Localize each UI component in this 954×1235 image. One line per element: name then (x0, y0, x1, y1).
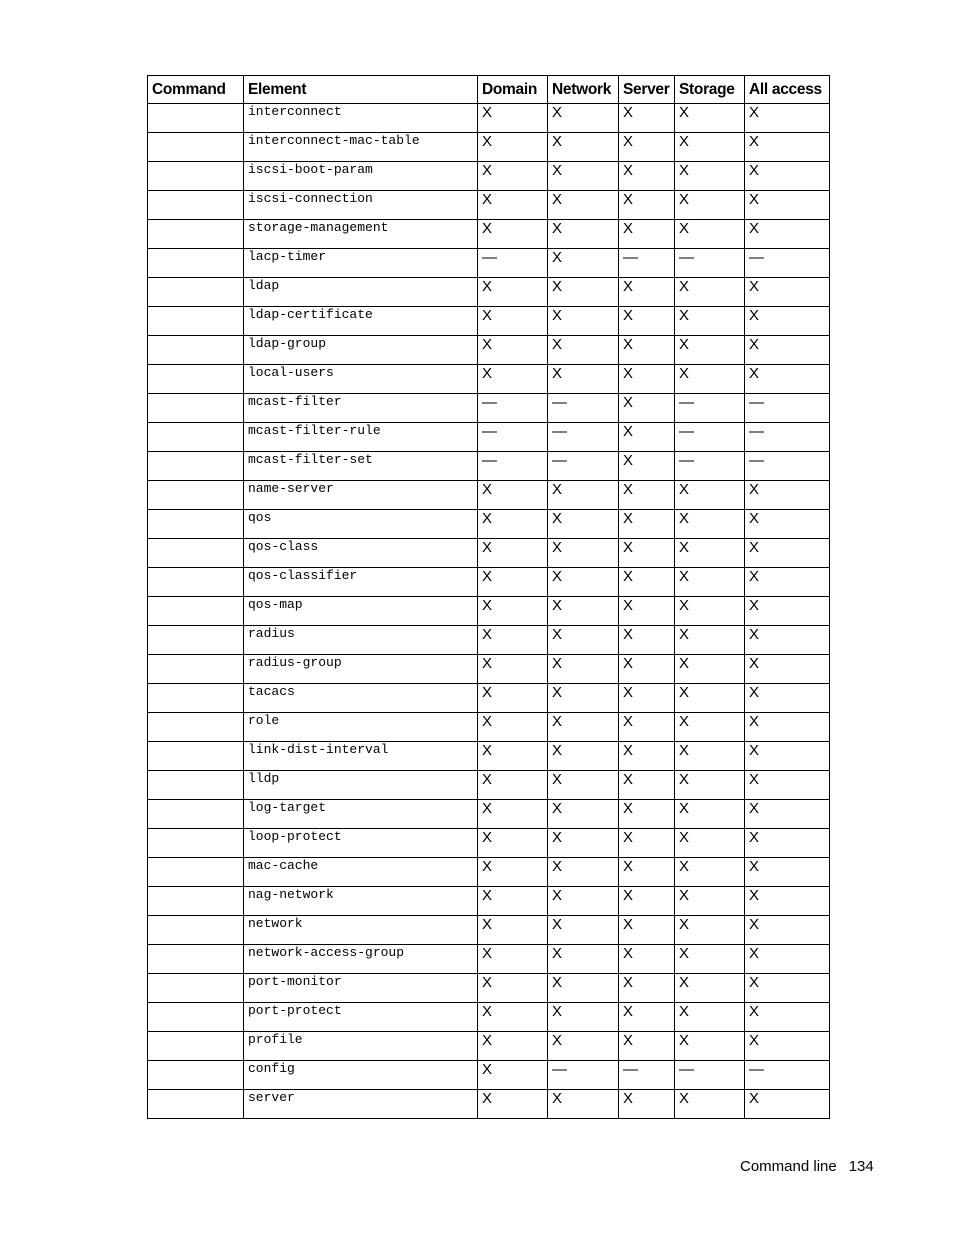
network-permission-cell: — (548, 1061, 619, 1090)
server-permission-cell: X (619, 133, 675, 162)
network-permission-cell: — (548, 394, 619, 423)
domain-permission-cell: X (478, 133, 548, 162)
table-row (148, 481, 830, 510)
server-permission-cell: X (619, 336, 675, 365)
table-row (148, 1090, 830, 1119)
element-cell: mcast-filter-set (244, 452, 478, 481)
table-row (148, 597, 830, 626)
all-access-permission-cell: X (745, 278, 830, 307)
all-access-permission-cell: X (745, 568, 830, 597)
command-cell (148, 1003, 244, 1032)
element-cell: tacacs (244, 684, 478, 713)
server-permission-cell: X (619, 742, 675, 771)
element-cell: qos-class (244, 539, 478, 568)
storage-permission-cell: X (675, 800, 745, 829)
element-cell: iscsi-boot-param (244, 162, 478, 191)
page-number: 134 (848, 1158, 874, 1175)
table-row (148, 162, 830, 191)
domain-permission-cell: X (478, 829, 548, 858)
network-permission-cell: X (548, 1003, 619, 1032)
command-cell (148, 191, 244, 220)
storage-permission-cell: X (675, 510, 745, 539)
all-access-permission-cell: X (745, 771, 830, 800)
domain-permission-cell: X (478, 800, 548, 829)
network-permission-cell: X (548, 539, 619, 568)
domain-permission-cell: X (478, 539, 548, 568)
all-access-permission-cell: X (745, 133, 830, 162)
element-cell: local-users (244, 365, 478, 394)
table-row (148, 800, 830, 829)
table-row (148, 1032, 830, 1061)
domain-permission-cell: X (478, 1032, 548, 1061)
command-cell (148, 336, 244, 365)
server-permission-cell: X (619, 887, 675, 916)
header-server: Server (619, 76, 675, 104)
element-cell: role (244, 713, 478, 742)
element-cell: network-access-group (244, 945, 478, 974)
command-cell (148, 162, 244, 191)
command-cell (148, 249, 244, 278)
storage-permission-cell: X (675, 162, 745, 191)
network-permission-cell: X (548, 1090, 619, 1119)
table-row (148, 974, 830, 1003)
table-row (148, 858, 830, 887)
storage-permission-cell: X (675, 1003, 745, 1032)
element-cell: iscsi-connection (244, 191, 478, 220)
storage-permission-cell: — (675, 1061, 745, 1090)
storage-permission-cell: X (675, 278, 745, 307)
network-permission-cell: X (548, 220, 619, 249)
all-access-permission-cell: X (745, 916, 830, 945)
command-cell (148, 394, 244, 423)
storage-permission-cell: X (675, 887, 745, 916)
network-permission-cell: X (548, 191, 619, 220)
domain-permission-cell: X (478, 655, 548, 684)
table-row (148, 1003, 830, 1032)
domain-permission-cell: — (478, 452, 548, 481)
domain-permission-cell: X (478, 684, 548, 713)
storage-permission-cell: X (675, 974, 745, 1003)
footer-section-title: Command line (740, 1158, 837, 1175)
server-permission-cell: X (619, 220, 675, 249)
command-cell (148, 887, 244, 916)
element-cell: name-server (244, 481, 478, 510)
element-cell: ldap (244, 278, 478, 307)
domain-permission-cell: X (478, 771, 548, 800)
table-row (148, 916, 830, 945)
permissions-table (147, 75, 830, 1119)
command-cell (148, 104, 244, 133)
domain-permission-cell: X (478, 162, 548, 191)
command-cell (148, 1061, 244, 1090)
command-cell (148, 829, 244, 858)
table-body (148, 104, 830, 1119)
table-row (148, 510, 830, 539)
all-access-permission-cell: X (745, 597, 830, 626)
element-cell: mac-cache (244, 858, 478, 887)
element-cell: lacp-timer (244, 249, 478, 278)
command-cell (148, 452, 244, 481)
element-cell: network (244, 916, 478, 945)
server-permission-cell: X (619, 394, 675, 423)
domain-permission-cell: X (478, 365, 548, 394)
table-row (148, 568, 830, 597)
all-access-permission-cell: X (745, 481, 830, 510)
header-network: Network (548, 76, 619, 104)
element-cell: nag-network (244, 887, 478, 916)
all-access-permission-cell: X (745, 974, 830, 1003)
table-header-row (148, 76, 830, 104)
command-cell (148, 133, 244, 162)
storage-permission-cell: X (675, 713, 745, 742)
server-permission-cell: X (619, 626, 675, 655)
storage-permission-cell: X (675, 945, 745, 974)
command-cell (148, 684, 244, 713)
command-cell (148, 1090, 244, 1119)
command-cell (148, 945, 244, 974)
network-permission-cell: X (548, 336, 619, 365)
domain-permission-cell: X (478, 887, 548, 916)
server-permission-cell: X (619, 104, 675, 133)
network-permission-cell: X (548, 133, 619, 162)
domain-permission-cell: X (478, 1003, 548, 1032)
server-permission-cell: X (619, 278, 675, 307)
command-cell (148, 307, 244, 336)
server-permission-cell: X (619, 423, 675, 452)
network-permission-cell: — (548, 452, 619, 481)
domain-permission-cell: X (478, 220, 548, 249)
element-cell: qos-classifier (244, 568, 478, 597)
domain-permission-cell: X (478, 858, 548, 887)
table-row (148, 249, 830, 278)
command-cell (148, 713, 244, 742)
element-cell: radius (244, 626, 478, 655)
element-cell: loop-protect (244, 829, 478, 858)
command-cell (148, 597, 244, 626)
server-permission-cell: X (619, 510, 675, 539)
storage-permission-cell: X (675, 655, 745, 684)
storage-permission-cell: X (675, 191, 745, 220)
server-permission-cell: X (619, 945, 675, 974)
table-row (148, 278, 830, 307)
command-cell (148, 510, 244, 539)
all-access-permission-cell: X (745, 307, 830, 336)
domain-permission-cell: X (478, 307, 548, 336)
storage-permission-cell: X (675, 829, 745, 858)
domain-permission-cell: — (478, 394, 548, 423)
all-access-permission-cell: X (745, 539, 830, 568)
table-row (148, 713, 830, 742)
element-cell: storage-management (244, 220, 478, 249)
all-access-permission-cell: X (745, 104, 830, 133)
network-permission-cell: X (548, 162, 619, 191)
storage-permission-cell: X (675, 858, 745, 887)
server-permission-cell: X (619, 1090, 675, 1119)
command-cell (148, 626, 244, 655)
network-permission-cell: X (548, 1032, 619, 1061)
all-access-permission-cell: X (745, 626, 830, 655)
network-permission-cell: X (548, 887, 619, 916)
domain-permission-cell: X (478, 278, 548, 307)
network-permission-cell: X (548, 510, 619, 539)
all-access-permission-cell: X (745, 510, 830, 539)
network-permission-cell: X (548, 684, 619, 713)
element-cell: port-protect (244, 1003, 478, 1032)
table-row (148, 423, 830, 452)
storage-permission-cell: X (675, 916, 745, 945)
command-cell (148, 481, 244, 510)
all-access-permission-cell: X (745, 162, 830, 191)
storage-permission-cell: X (675, 481, 745, 510)
element-cell: server (244, 1090, 478, 1119)
storage-permission-cell: X (675, 539, 745, 568)
server-permission-cell: X (619, 365, 675, 394)
element-cell: interconnect-mac-table (244, 133, 478, 162)
all-access-permission-cell: X (745, 191, 830, 220)
storage-permission-cell: X (675, 568, 745, 597)
server-permission-cell: X (619, 655, 675, 684)
domain-permission-cell: — (478, 249, 548, 278)
table-row (148, 307, 830, 336)
all-access-permission-cell: X (745, 829, 830, 858)
network-permission-cell: X (548, 278, 619, 307)
domain-permission-cell: X (478, 916, 548, 945)
storage-permission-cell: X (675, 307, 745, 336)
server-permission-cell: X (619, 162, 675, 191)
element-cell: log-target (244, 800, 478, 829)
server-permission-cell: — (619, 1061, 675, 1090)
all-access-permission-cell: X (745, 336, 830, 365)
table-row (148, 220, 830, 249)
all-access-permission-cell: X (745, 1032, 830, 1061)
network-permission-cell: X (548, 249, 619, 278)
element-cell: port-monitor (244, 974, 478, 1003)
table-row (148, 887, 830, 916)
server-permission-cell: X (619, 974, 675, 1003)
network-permission-cell: X (548, 945, 619, 974)
table-row (148, 829, 830, 858)
command-cell (148, 916, 244, 945)
all-access-permission-cell: X (745, 1003, 830, 1032)
all-access-permission-cell: X (745, 220, 830, 249)
storage-permission-cell: X (675, 742, 745, 771)
storage-permission-cell: — (675, 423, 745, 452)
command-cell (148, 423, 244, 452)
storage-permission-cell: — (675, 452, 745, 481)
network-permission-cell: X (548, 974, 619, 1003)
domain-permission-cell: X (478, 510, 548, 539)
network-permission-cell: — (548, 423, 619, 452)
domain-permission-cell: X (478, 945, 548, 974)
all-access-permission-cell: X (745, 684, 830, 713)
network-permission-cell: X (548, 597, 619, 626)
domain-permission-cell: X (478, 1061, 548, 1090)
server-permission-cell: X (619, 771, 675, 800)
page-footer (740, 1158, 874, 1175)
command-cell (148, 742, 244, 771)
table-row (148, 336, 830, 365)
server-permission-cell: X (619, 568, 675, 597)
command-cell (148, 800, 244, 829)
element-cell: lldp (244, 771, 478, 800)
all-access-permission-cell: — (745, 394, 830, 423)
element-cell: ldap-certificate (244, 307, 478, 336)
network-permission-cell: X (548, 626, 619, 655)
header-command: Command (148, 76, 244, 104)
table-row (148, 452, 830, 481)
table-row (148, 684, 830, 713)
server-permission-cell: X (619, 307, 675, 336)
network-permission-cell: X (548, 713, 619, 742)
storage-permission-cell: X (675, 597, 745, 626)
element-cell: radius-group (244, 655, 478, 684)
command-cell (148, 771, 244, 800)
domain-permission-cell: X (478, 568, 548, 597)
server-permission-cell: X (619, 597, 675, 626)
storage-permission-cell: — (675, 394, 745, 423)
server-permission-cell: X (619, 1003, 675, 1032)
element-cell: ldap-group (244, 336, 478, 365)
command-cell (148, 365, 244, 394)
storage-permission-cell: X (675, 220, 745, 249)
network-permission-cell: X (548, 829, 619, 858)
network-permission-cell: X (548, 655, 619, 684)
element-cell: profile (244, 1032, 478, 1061)
command-cell (148, 858, 244, 887)
domain-permission-cell: X (478, 713, 548, 742)
domain-permission-cell: X (478, 481, 548, 510)
storage-permission-cell: X (675, 684, 745, 713)
header-storage: Storage (675, 76, 745, 104)
domain-permission-cell: X (478, 974, 548, 1003)
element-cell: mcast-filter-rule (244, 423, 478, 452)
server-permission-cell: X (619, 916, 675, 945)
network-permission-cell: X (548, 858, 619, 887)
server-permission-cell: X (619, 800, 675, 829)
all-access-permission-cell: X (745, 655, 830, 684)
all-access-permission-cell: X (745, 713, 830, 742)
table-row (148, 945, 830, 974)
network-permission-cell: X (548, 800, 619, 829)
command-cell (148, 655, 244, 684)
server-permission-cell: X (619, 191, 675, 220)
network-permission-cell: X (548, 568, 619, 597)
all-access-permission-cell: X (745, 945, 830, 974)
header-element: Element (244, 76, 478, 104)
server-permission-cell: X (619, 684, 675, 713)
server-permission-cell: X (619, 713, 675, 742)
network-permission-cell: X (548, 771, 619, 800)
storage-permission-cell: — (675, 249, 745, 278)
storage-permission-cell: X (675, 133, 745, 162)
all-access-permission-cell: X (745, 800, 830, 829)
storage-permission-cell: X (675, 771, 745, 800)
table-row (148, 539, 830, 568)
all-access-permission-cell: — (745, 249, 830, 278)
element-cell: config (244, 1061, 478, 1090)
server-permission-cell: X (619, 829, 675, 858)
command-cell (148, 278, 244, 307)
domain-permission-cell: X (478, 742, 548, 771)
header-domain: Domain (478, 76, 548, 104)
storage-permission-cell: X (675, 365, 745, 394)
element-cell: qos (244, 510, 478, 539)
table-row (148, 365, 830, 394)
network-permission-cell: X (548, 742, 619, 771)
table-row (148, 191, 830, 220)
all-access-permission-cell: — (745, 1061, 830, 1090)
server-permission-cell: X (619, 858, 675, 887)
command-cell (148, 1032, 244, 1061)
storage-permission-cell: X (675, 1090, 745, 1119)
server-permission-cell: X (619, 481, 675, 510)
domain-permission-cell: X (478, 191, 548, 220)
domain-permission-cell: X (478, 336, 548, 365)
server-permission-cell: — (619, 249, 675, 278)
all-access-permission-cell: X (745, 365, 830, 394)
command-cell (148, 539, 244, 568)
element-cell: mcast-filter (244, 394, 478, 423)
command-cell (148, 974, 244, 1003)
storage-permission-cell: X (675, 104, 745, 133)
table-row (148, 626, 830, 655)
domain-permission-cell: X (478, 597, 548, 626)
network-permission-cell: X (548, 365, 619, 394)
storage-permission-cell: X (675, 626, 745, 655)
all-access-permission-cell: — (745, 423, 830, 452)
storage-permission-cell: X (675, 1032, 745, 1061)
server-permission-cell: X (619, 1032, 675, 1061)
all-access-permission-cell: X (745, 887, 830, 916)
command-cell (148, 220, 244, 249)
network-permission-cell: X (548, 104, 619, 133)
table-row (148, 104, 830, 133)
domain-permission-cell: — (478, 423, 548, 452)
domain-permission-cell: X (478, 104, 548, 133)
command-cell (148, 568, 244, 597)
network-permission-cell: X (548, 307, 619, 336)
table-row (148, 655, 830, 684)
all-access-permission-cell: — (745, 452, 830, 481)
server-permission-cell: X (619, 539, 675, 568)
element-cell: link-dist-interval (244, 742, 478, 771)
network-permission-cell: X (548, 916, 619, 945)
table-row (148, 771, 830, 800)
element-cell: qos-map (244, 597, 478, 626)
table-row (148, 394, 830, 423)
all-access-permission-cell: X (745, 742, 830, 771)
all-access-permission-cell: X (745, 1090, 830, 1119)
table-row (148, 1061, 830, 1090)
storage-permission-cell: X (675, 336, 745, 365)
table-row (148, 133, 830, 162)
server-permission-cell: X (619, 452, 675, 481)
header-all-access: All access (745, 76, 830, 104)
domain-permission-cell: X (478, 1090, 548, 1119)
domain-permission-cell: X (478, 626, 548, 655)
all-access-permission-cell: X (745, 858, 830, 887)
network-permission-cell: X (548, 481, 619, 510)
table-row (148, 742, 830, 771)
element-cell: interconnect (244, 104, 478, 133)
